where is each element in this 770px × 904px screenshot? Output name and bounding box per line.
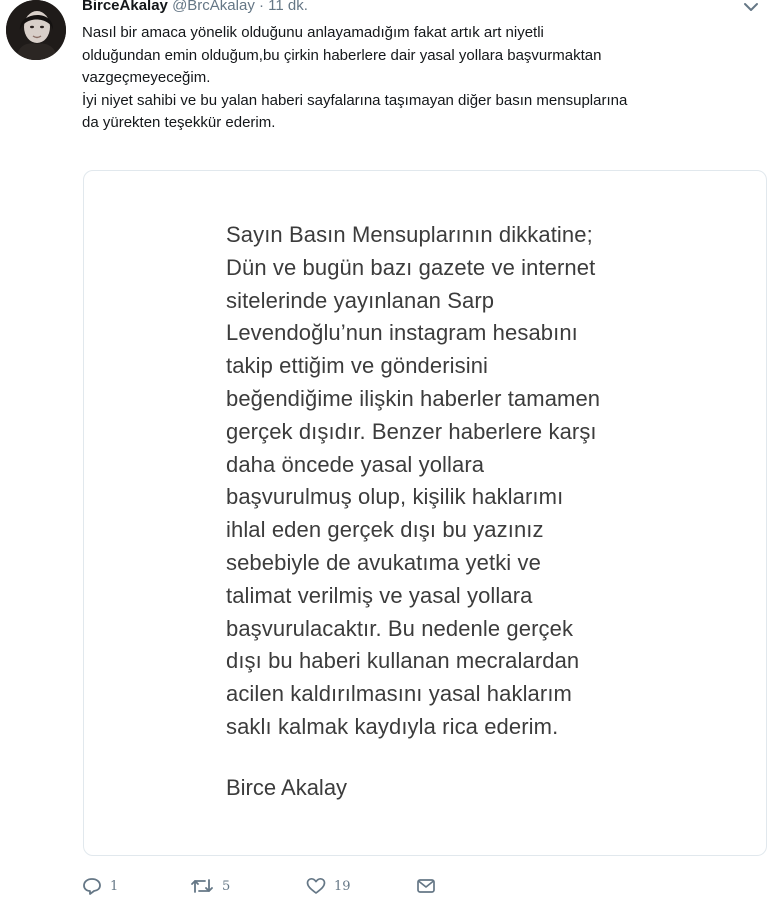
statement-text bbox=[226, 219, 746, 744]
tweet-text bbox=[82, 22, 762, 135]
retweet-icon bbox=[190, 877, 214, 895]
user-handle[interactable]: @BrcAkalay bbox=[172, 0, 255, 14]
tweet-text-line: İyi niyet sahibi ve bu yalan haberi sayfalarına taşımayan diğer basın mensuplarına bbox=[82, 91, 628, 109]
tweet-image[interactable] bbox=[83, 170, 767, 856]
reply-icon bbox=[82, 877, 102, 895]
like-button[interactable] bbox=[306, 877, 416, 895]
retweet-count: 5 bbox=[222, 878, 231, 894]
statement-line: ihlal eden gerçek dışı bu yazınız bbox=[226, 517, 544, 543]
statement-line: dışı bu haberi kullanan mecralardan bbox=[226, 648, 580, 674]
statement-line: beğendiğime ilişkin haberler tamamen bbox=[226, 385, 601, 411]
like-count: 19 bbox=[334, 878, 351, 894]
statement-line: gerçek dışıdır. Benzer haberlere karşı bbox=[226, 418, 597, 444]
tweet-text-line: da yürekten teşekkür ederim. bbox=[82, 114, 276, 131]
timestamp[interactable]: 11 dk. bbox=[268, 0, 308, 14]
tweet-header bbox=[82, 0, 308, 15]
tweet-text-line: Nasıl bir amaca yönelik olduğunu anlayamadığım fakat artık art niyetli bbox=[82, 24, 544, 41]
statement-line: acilen kaldırılmasını yasal haklarım bbox=[226, 681, 572, 707]
envelope-icon bbox=[416, 878, 436, 894]
display-name[interactable]: BirceAkalay bbox=[82, 0, 168, 14]
statement-line: sebebiyle de avukatıma yetki ve bbox=[226, 549, 541, 575]
statement-line: sitelerinde yayınlanan Sarp bbox=[226, 287, 495, 313]
direct-message-button[interactable] bbox=[416, 878, 456, 894]
statement-line: talimat verilmiş ve yasal yollara bbox=[226, 582, 533, 608]
statement-signature: Birce Akalay bbox=[226, 775, 348, 800]
retweet-button[interactable] bbox=[190, 877, 306, 895]
tweet-text-line: olduğundan emin olduğum,bu çirkin haberlere dair yasal yollara başvurmaktan bbox=[82, 46, 602, 64]
chevron-down-icon bbox=[742, 0, 760, 14]
avatar-image bbox=[6, 0, 66, 60]
separator: · bbox=[259, 0, 264, 14]
statement-line: başvurulmuş olup, kişilik haklarımı bbox=[226, 484, 564, 510]
statement-line: Sayın Basın Mensuplarının dikkatine; bbox=[226, 222, 593, 247]
statement-line: daha öncede yasal yollara bbox=[226, 451, 485, 477]
avatar[interactable] bbox=[6, 0, 66, 60]
tweet-text-line: vazgeçmeyeceğim. bbox=[82, 69, 211, 86]
more-menu-button[interactable] bbox=[742, 0, 760, 14]
heart-icon bbox=[306, 877, 326, 895]
reply-button[interactable] bbox=[82, 877, 182, 895]
statement-line: saklı kalmak kaydıyla rica ederim. bbox=[226, 713, 559, 739]
statement-line: Levendoğlu’nun instagram hesabını bbox=[226, 320, 578, 346]
statement-line: Dün ve bugün bazı gazete ve internet bbox=[226, 254, 596, 280]
statement-line: başvurulacaktır. Bu nedenle gerçek bbox=[226, 615, 574, 641]
tweet-actions bbox=[82, 874, 456, 898]
statement-line: takip ettiğim ve gönderisini bbox=[226, 353, 489, 379]
reply-count: 1 bbox=[110, 878, 119, 894]
